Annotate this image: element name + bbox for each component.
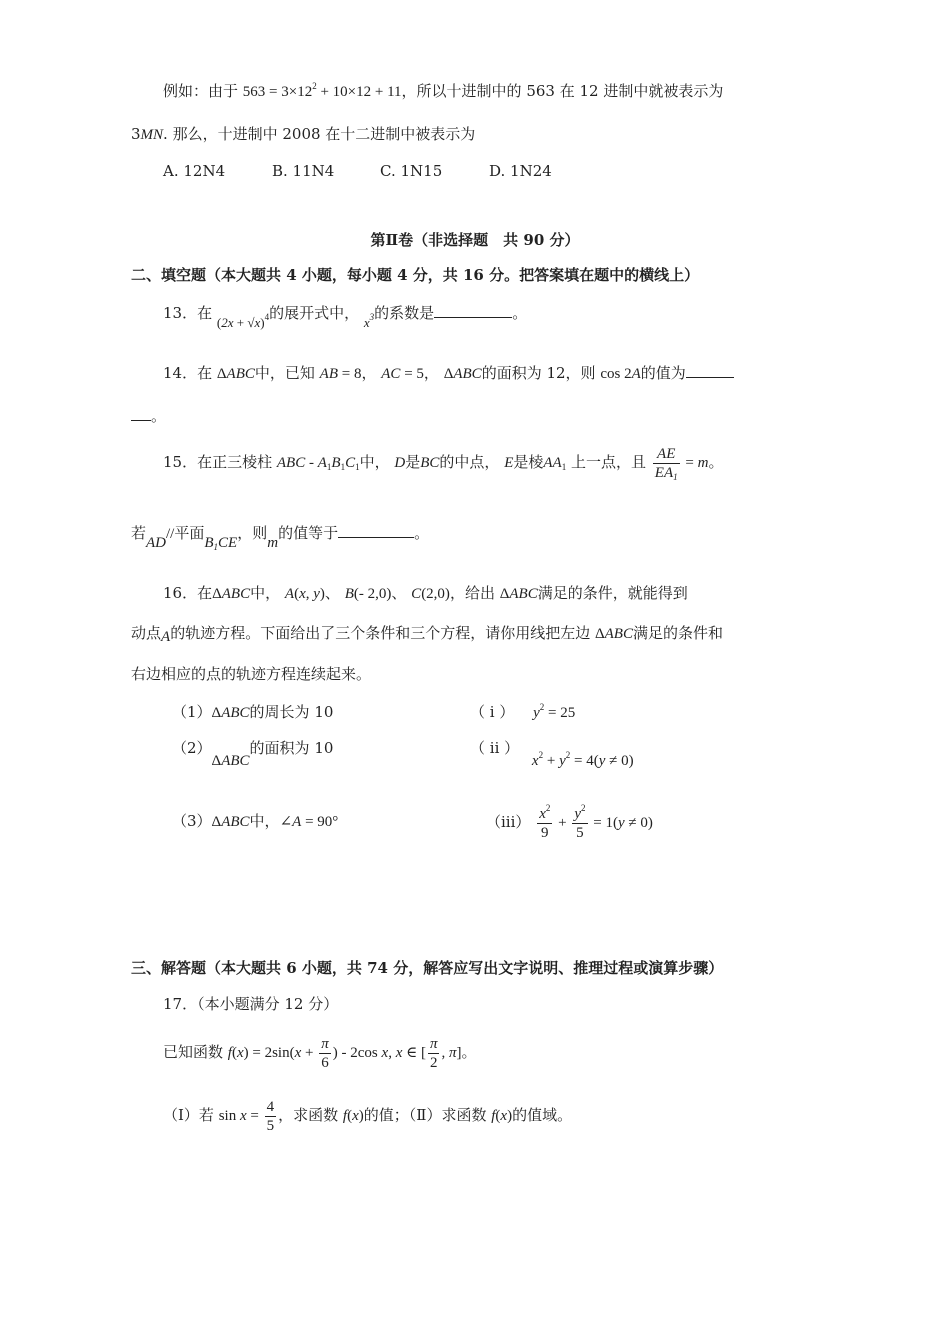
q15-line2: 若AD//平面$B_1CE$，则m的值等于 。 xyxy=(131,524,430,552)
q17-function: 已知函数 f(x) = 2sin(x + $\frac{\pi}{6}$ ) - 2cos x, x ∈ [ $\frac{\pi}{2}$ , π]。 xyxy=(163,1035,477,1071)
q14-answer-blank-cont[interactable] xyxy=(131,406,151,421)
q13-expression: $(2x + √x)^4$ xyxy=(216,312,270,330)
q15-line1: 15．在正三棱柱 ABC - $A_1B_1C_1$中， D是BC的中点， E是棱$AA_1$ 上一点，且 $\frac{AE}{EA_1}$ = m。 xyxy=(163,445,724,482)
q16-condition-2: （2）ΔABC的面积为 10 xyxy=(172,739,334,769)
q17-header: 17．（本小题满分 12 分） xyxy=(163,995,339,1013)
q12-option-c: C. 1N15 xyxy=(380,162,443,180)
q14-line1: 14．在 ΔABC中，已知 AB = 8， AC = 5， ΔABC的面积为 12，则 cos 2A的值为 xyxy=(163,362,734,385)
section2-heading: 二、填空题（本大题共 4 小题，每小题 4 分，共 16 分。把答案填在题中的横线上） xyxy=(131,266,700,284)
q16-line3: 右边相应的点的轨迹方程连续起来。 xyxy=(131,665,372,683)
q16-line2: 动点A的轨迹方程。下面给出了三个条件和三个方程，请你用线把左边 ΔABC满足的条件和 xyxy=(131,624,723,645)
q16-equation-ii: （ ii ） $x^2 + y^2 = 4(y \ne 0)$ xyxy=(470,739,634,769)
q16-equation-i: （ i ） $y^2 = 25$ xyxy=(470,702,576,721)
part2-title: 第Ⅱ卷（非选择题 共 90 分） xyxy=(370,231,580,249)
q14-answer-blank[interactable] xyxy=(686,363,734,378)
q14-line2: 。 xyxy=(131,405,166,427)
q15-answer-blank[interactable] xyxy=(338,523,414,538)
q16-equation-iii: （iii） $\frac{x^2}{9}$ + $\frac{y^2}{5}$ = 1(y ≠ 0) xyxy=(486,802,653,841)
q12-formula: $563 = 3\times 12^2 + 10\times 12 + 11$ xyxy=(242,81,402,100)
q12-option-b: B. 11N4 xyxy=(272,162,335,180)
q15-ratio: $\frac{AE}{EA_1}$ xyxy=(654,445,678,482)
q12-option-d: D. 1N24 xyxy=(489,162,552,180)
section3-heading: 三、解答题（本大题共 6 小题，共 74 分，解答应写出文字说明、推理过程或演算步骤） xyxy=(131,959,724,977)
q16-condition-3: （3）ΔABC中，∠A = 90° xyxy=(172,812,339,830)
q13-answer-blank[interactable] xyxy=(434,303,512,318)
q12-line1: 例如：由于 $563 = 3\times 12^2 + 10\times 12 + 11$，所以十进制中的 563 在 12 进制中就被表示为 xyxy=(163,81,724,100)
q12-option-a: A. 12N4 xyxy=(163,162,226,180)
q17-parts: （Ⅰ）若 sin x = $\frac{4}{5}$ ，求函数 f(x)的值；（Ⅱ）求函数 f(x)的值域。 xyxy=(163,1098,573,1134)
q12-line2: 3MN. 那么，十进制中 2008 在十二进制中被表示为 xyxy=(131,125,476,143)
q16-line1: 16．在ΔABC中， A(x, y)、 B(- 2,0)、 C(2,0)，给出 ΔABC满足的条件，就能得到 xyxy=(163,584,688,602)
q13: 13．在 $(2x + √x)^4$的展开式中， $x^3$的系数是 。 xyxy=(163,304,528,330)
q16-condition-1: （1）ΔABC的周长为 10 xyxy=(172,703,334,721)
q13-power: $x^3$ xyxy=(363,312,375,330)
